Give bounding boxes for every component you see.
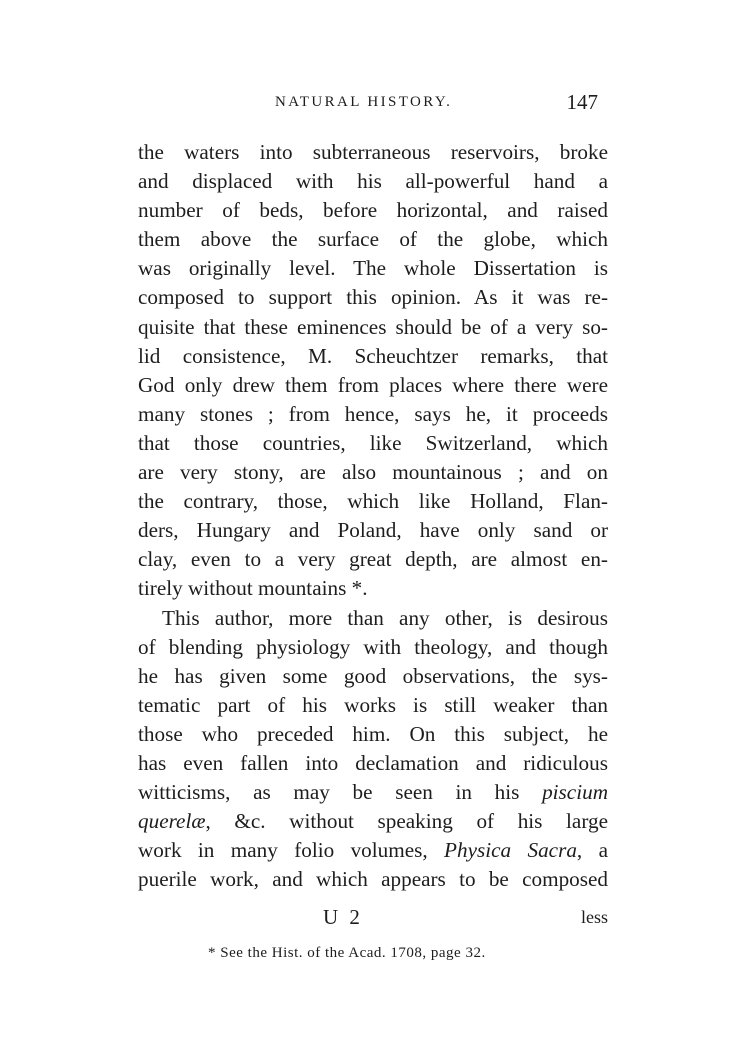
text-line: God only drew them from places where there were xyxy=(138,372,608,397)
catchword: less xyxy=(581,907,608,927)
text-line: many stones ; from hence, says he, it proceeds xyxy=(138,401,608,426)
text-line: those who preceded him. On this subject, he xyxy=(138,721,608,746)
text-line: This author, more than any other, is desirous xyxy=(162,605,608,630)
italic-term: piscium xyxy=(542,780,608,805)
running-title: NATURAL HISTORY. xyxy=(275,94,453,110)
paragraph-1 xyxy=(138,138,608,604)
main-text xyxy=(138,138,608,894)
text-line: composed to support this opinion. As it was re- xyxy=(138,285,608,310)
text-line: that those countries, like Switzerland, which xyxy=(138,430,608,455)
text-line: number of beds, before horizontal, and raised xyxy=(138,198,608,223)
text-line: the waters into subterraneous reservoirs, broke xyxy=(138,140,608,164)
text-line: are very stony, are also mountainous ; and on xyxy=(138,460,608,485)
text-line: witticisms, as may be seen in his piscium xyxy=(138,780,608,805)
text-line: ders, Hungary and Poland, have only sand or xyxy=(138,518,608,543)
text-line: was originally level. The whole Dissertation is xyxy=(138,256,608,281)
page-number: 147 xyxy=(566,90,598,114)
signature-line xyxy=(138,905,608,935)
paragraph-2 xyxy=(138,604,608,895)
text-line: tirely without mountains *. xyxy=(138,576,368,601)
text-line: querelæ, &c. without speaking of his large xyxy=(138,809,608,834)
text-line: of blending physiology with theology, and though xyxy=(138,634,608,659)
running-head xyxy=(140,92,610,118)
text-line: he has given some good observations, the sys- xyxy=(138,663,608,688)
text-line: work in many folio volumes, Physica Sacra, a xyxy=(138,838,608,863)
text-line: them above the surface of the globe, which xyxy=(138,227,608,252)
text-line: clay, even to a very great depth, are almost en- xyxy=(138,547,608,572)
footnote: * See the Hist. of the Acad. 1708, page 32. xyxy=(208,945,486,961)
italic-term: querelæ xyxy=(138,809,206,834)
italic-term: Physica Sacra xyxy=(444,838,577,863)
signature-mark: U 2 xyxy=(323,905,363,929)
text-line: lid consistence, M. Scheuchtzer remarks, that xyxy=(138,343,608,368)
text-line: the contrary, those, which like Holland, Flan- xyxy=(138,489,608,514)
text-line: puerile work, and which appears to be composed xyxy=(138,867,608,892)
text-line: tematic part of his works is still weaker than xyxy=(138,692,608,717)
text-line: has even fallen into declamation and ridiculous xyxy=(138,750,608,775)
text-line: and displaced with his all-powerful hand a xyxy=(138,169,608,194)
text-line: quisite that these eminences should be of a very so- xyxy=(138,314,608,339)
